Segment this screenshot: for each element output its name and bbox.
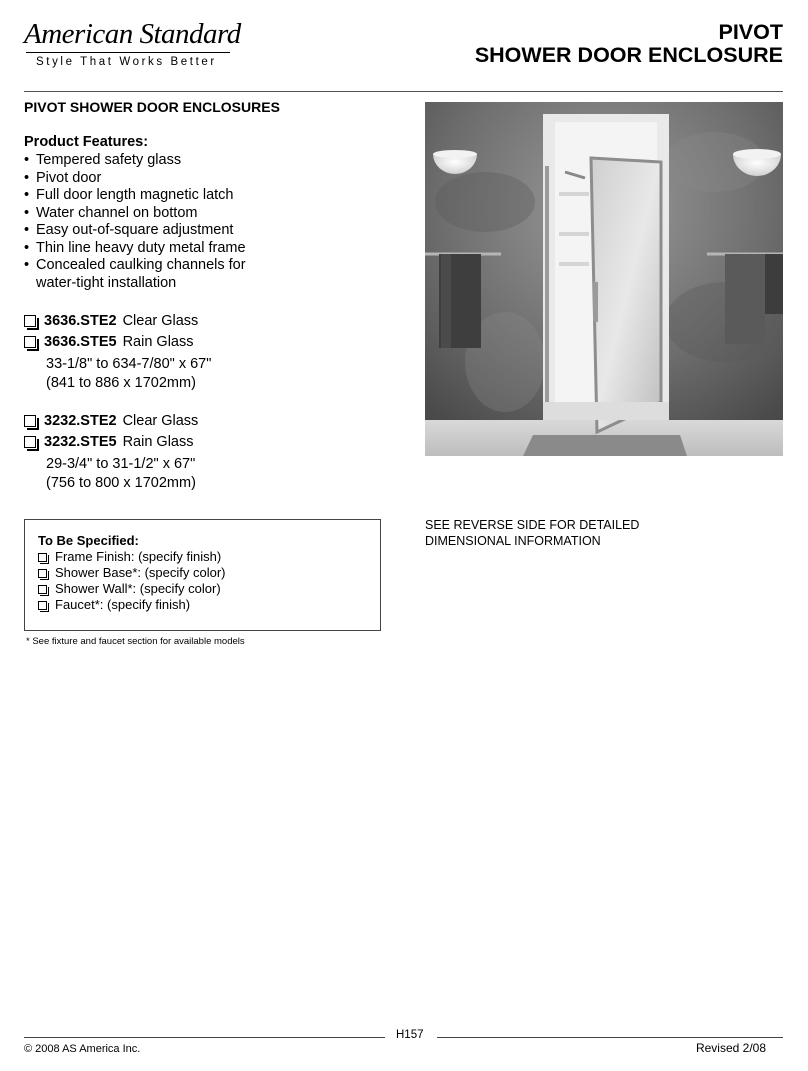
- glass-type: Clear Glass: [122, 413, 199, 429]
- spec-item-label: Frame Finish: (specify finish): [55, 549, 222, 564]
- feature-item: • Concealed caulking channels for water-tight installation: [24, 257, 264, 292]
- spec-item-label: Shower Wall*: (specify color): [55, 581, 221, 596]
- checkbox-icon[interactable]: [24, 336, 36, 348]
- model-option[interactable]: [24, 412, 198, 430]
- copyright: © 2008 AS America Inc.: [24, 1043, 141, 1055]
- spec-item[interactable]: [38, 597, 226, 613]
- spec-heading: To Be Specified:: [38, 533, 139, 548]
- model-code: 3636.STE5: [44, 334, 117, 350]
- dimension-mm: (756 to 800 x 1702mm): [46, 474, 196, 491]
- brand-name: American Standard: [24, 18, 241, 50]
- to-be-specified-box: [24, 519, 381, 631]
- checkbox-icon[interactable]: [38, 553, 47, 562]
- model-group-3232: [24, 412, 198, 492]
- see-reverse-line: SEE REVERSE SIDE FOR DETAILED: [425, 518, 640, 532]
- glass-type: Clear Glass: [122, 313, 199, 329]
- model-code: 3636.STE2: [44, 313, 117, 329]
- footer-divider-left: [24, 1037, 385, 1038]
- spec-item[interactable]: [38, 565, 226, 581]
- checkbox-icon[interactable]: [24, 315, 36, 327]
- feature-item: • Full door length magnetic latch: [24, 187, 264, 205]
- american-standard-logo: [24, 18, 241, 74]
- model-dimensions: [46, 355, 211, 392]
- model-code: 3232.STE2: [44, 413, 117, 429]
- logo-divider: [26, 52, 230, 53]
- model-option[interactable]: [24, 433, 198, 451]
- footer-divider-right: [437, 1037, 783, 1038]
- model-group-3636: [24, 312, 211, 392]
- page-code: H157: [396, 1029, 424, 1041]
- header-divider: [24, 91, 783, 92]
- spec-list: [38, 549, 226, 613]
- shower-enclosure-image: [425, 102, 783, 456]
- footnote: * See fixture and faucet section for available models: [26, 636, 245, 647]
- brand-tagline: Style That Works Better: [36, 56, 217, 68]
- spec-item-label: Faucet*: (specify finish): [55, 597, 191, 612]
- document-title-line2: SHOWER DOOR ENCLOSURE: [474, 43, 783, 67]
- model-code: 3232.STE5: [44, 434, 117, 450]
- feature-item: • Thin line heavy duty metal frame: [24, 240, 264, 258]
- dimension-inches: 29-3/4" to 31-1/2" x 67": [46, 456, 196, 472]
- feature-item: • Water channel on bottom: [24, 205, 264, 223]
- document-title-line1: PIVOT: [718, 20, 783, 44]
- feature-item: • Tempered safety glass: [24, 152, 264, 170]
- dimension-mm: (841 to 886 x 1702mm): [46, 374, 196, 391]
- glass-type: Rain Glass: [122, 334, 194, 350]
- see-reverse-note: [425, 517, 639, 549]
- checkbox-icon[interactable]: [24, 415, 36, 427]
- checkbox-icon[interactable]: [38, 601, 47, 610]
- features-heading: Product Features:: [24, 134, 149, 150]
- document-title: [475, 21, 783, 67]
- feature-item: • Pivot door: [24, 170, 264, 188]
- checkbox-icon[interactable]: [38, 585, 47, 594]
- section-title: PIVOT SHOWER DOOR ENCLOSURES: [24, 99, 280, 115]
- feature-item: • Easy out-of-square adjustment: [24, 222, 264, 240]
- spec-item-label: Shower Base*: (specify color): [55, 565, 226, 580]
- checkbox-icon[interactable]: [38, 569, 47, 578]
- features-list: [24, 152, 264, 292]
- model-option[interactable]: [24, 312, 211, 330]
- model-dimensions: [46, 455, 198, 492]
- model-option[interactable]: [24, 333, 211, 351]
- revision-date: Revised 2/08: [695, 1041, 766, 1055]
- product-photo: [425, 102, 783, 456]
- dimension-inches: 33-1/8" to 634-7/80" x 67": [46, 356, 212, 372]
- spec-item[interactable]: [38, 549, 226, 565]
- spec-item[interactable]: [38, 581, 226, 597]
- glass-type: Rain Glass: [122, 434, 194, 450]
- checkbox-icon[interactable]: [24, 436, 36, 448]
- see-reverse-line: DIMENSIONAL INFORMATION: [425, 534, 601, 548]
